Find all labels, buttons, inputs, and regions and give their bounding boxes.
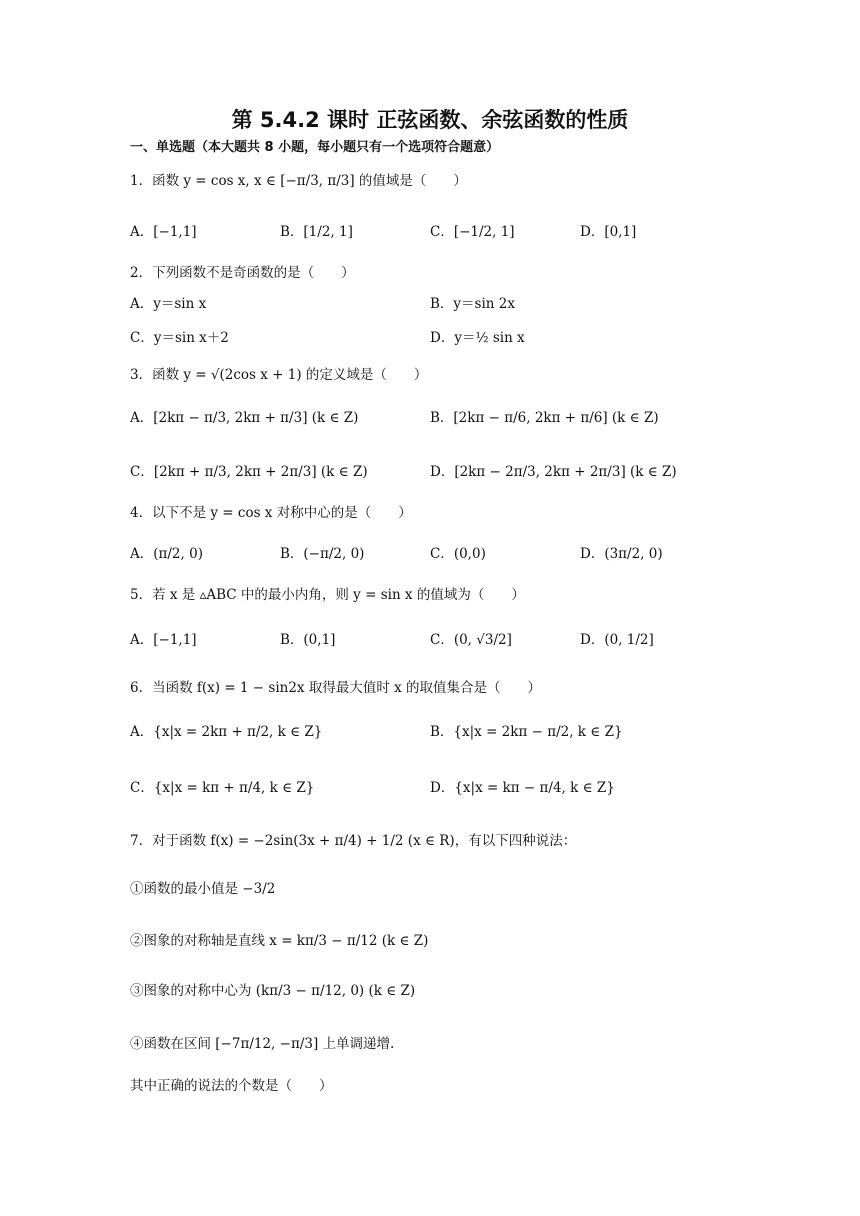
section-heading: 一、单选题（本大题共 8 小题，每小题只有一个选项符合题意） (130, 140, 500, 155)
q6-option-c[interactable]: C．{x|x = kπ + π/4, k ∈ Z} (130, 780, 315, 796)
q4-option-a[interactable]: A．(π/2, 0) (130, 546, 203, 562)
q7-statement-3: ③图象的对称中心为 (kπ/3 − π/12, 0) (k ∈ Z) (130, 983, 416, 999)
q6-option-d[interactable]: D．{x|x = kπ − π/4, k ∈ Z} (430, 780, 615, 796)
q1-option-c[interactable]: C．[−1/2, 1] (430, 224, 515, 240)
question-7-stem: 7．对于函数 f(x) = −2sin(3x + π/4) + 1/2 (x ∈ R)，有以下四种说法： (130, 833, 577, 849)
q7-statement-4: ④函数在区间 [−7π/12, −π/3] 上单调递增. (130, 1036, 395, 1052)
question-4-stem: 4．以下不是 y = cos x 对称中心的是（ ） (130, 505, 412, 521)
q2-option-d[interactable]: D．y＝½ sin x (430, 330, 525, 346)
q7-closing: 其中正确的说法的个数是（ ） (130, 1078, 333, 1094)
q1-option-a[interactable]: A．[−1,1] (130, 224, 197, 240)
q2-option-c[interactable]: C．y＝sin x＋2 (130, 330, 229, 346)
q3-option-d[interactable]: D．[2kπ − 2π/3, 2kπ + 2π/3] (k ∈ Z) (430, 464, 677, 480)
q2-option-a[interactable]: A．y＝sin x (130, 296, 207, 312)
q3-option-c[interactable]: C．[2kπ + π/3, 2kπ + 2π/3] (k ∈ Z) (130, 464, 368, 480)
question-6-stem: 6．当函数 f(x) = 1 − sin2x 取得最大值时 x 的取值集合是（ ） (130, 680, 542, 696)
q4-option-c[interactable]: C．(0,0) (430, 546, 486, 562)
question-5-stem: 5．若 x 是 ▵ABC 中的最小内角，则 y = sin x 的值域为（ ） (130, 587, 525, 603)
q1-option-b[interactable]: B．[1/2, 1] (280, 224, 353, 240)
q7-statement-2: ②图象的对称轴是直线 x = kπ/3 − π/12 (k ∈ Z) (130, 933, 429, 949)
q4-option-b[interactable]: B．(−π/2, 0) (280, 546, 365, 562)
q7-statement-1: ①函数的最小值是 −3/2 (130, 881, 276, 897)
question-3-stem: 3．函数 y = √(2cos x + 1) 的定义域是（ ） (130, 367, 428, 383)
q3-option-a[interactable]: A．[2kπ − π/3, 2kπ + π/3] (k ∈ Z) (130, 410, 359, 426)
q5-option-c[interactable]: C．(0, √3/2] (430, 632, 512, 648)
q4-option-d[interactable]: D．(3π/2, 0) (580, 546, 663, 562)
page-title: 第 5.4.2 课时 正弦函数、余弦函数的性质 (231, 108, 629, 132)
q6-option-a[interactable]: A．{x|x = 2kπ + π/2, k ∈ Z} (130, 724, 323, 740)
question-2-stem: 2．下列函数不是奇函数的是（ ） (130, 265, 355, 281)
q5-option-d[interactable]: D．(0, 1/2] (580, 632, 654, 648)
question-1-stem: 1．函数 y = cos x, x ∈ [−π/3, π/3] 的值域是（ ） (130, 173, 467, 189)
q5-option-a[interactable]: A．[−1,1] (130, 632, 197, 648)
q5-option-b[interactable]: B．(0,1] (280, 632, 336, 648)
q3-option-b[interactable]: B．[2kπ − π/6, 2kπ + π/6] (k ∈ Z) (430, 410, 659, 426)
q2-option-b[interactable]: B．y＝sin 2x (430, 296, 515, 312)
q6-option-b[interactable]: B．{x|x = 2kπ − π/2, k ∈ Z} (430, 724, 623, 740)
q1-option-d[interactable]: D．[0,1] (580, 224, 637, 240)
